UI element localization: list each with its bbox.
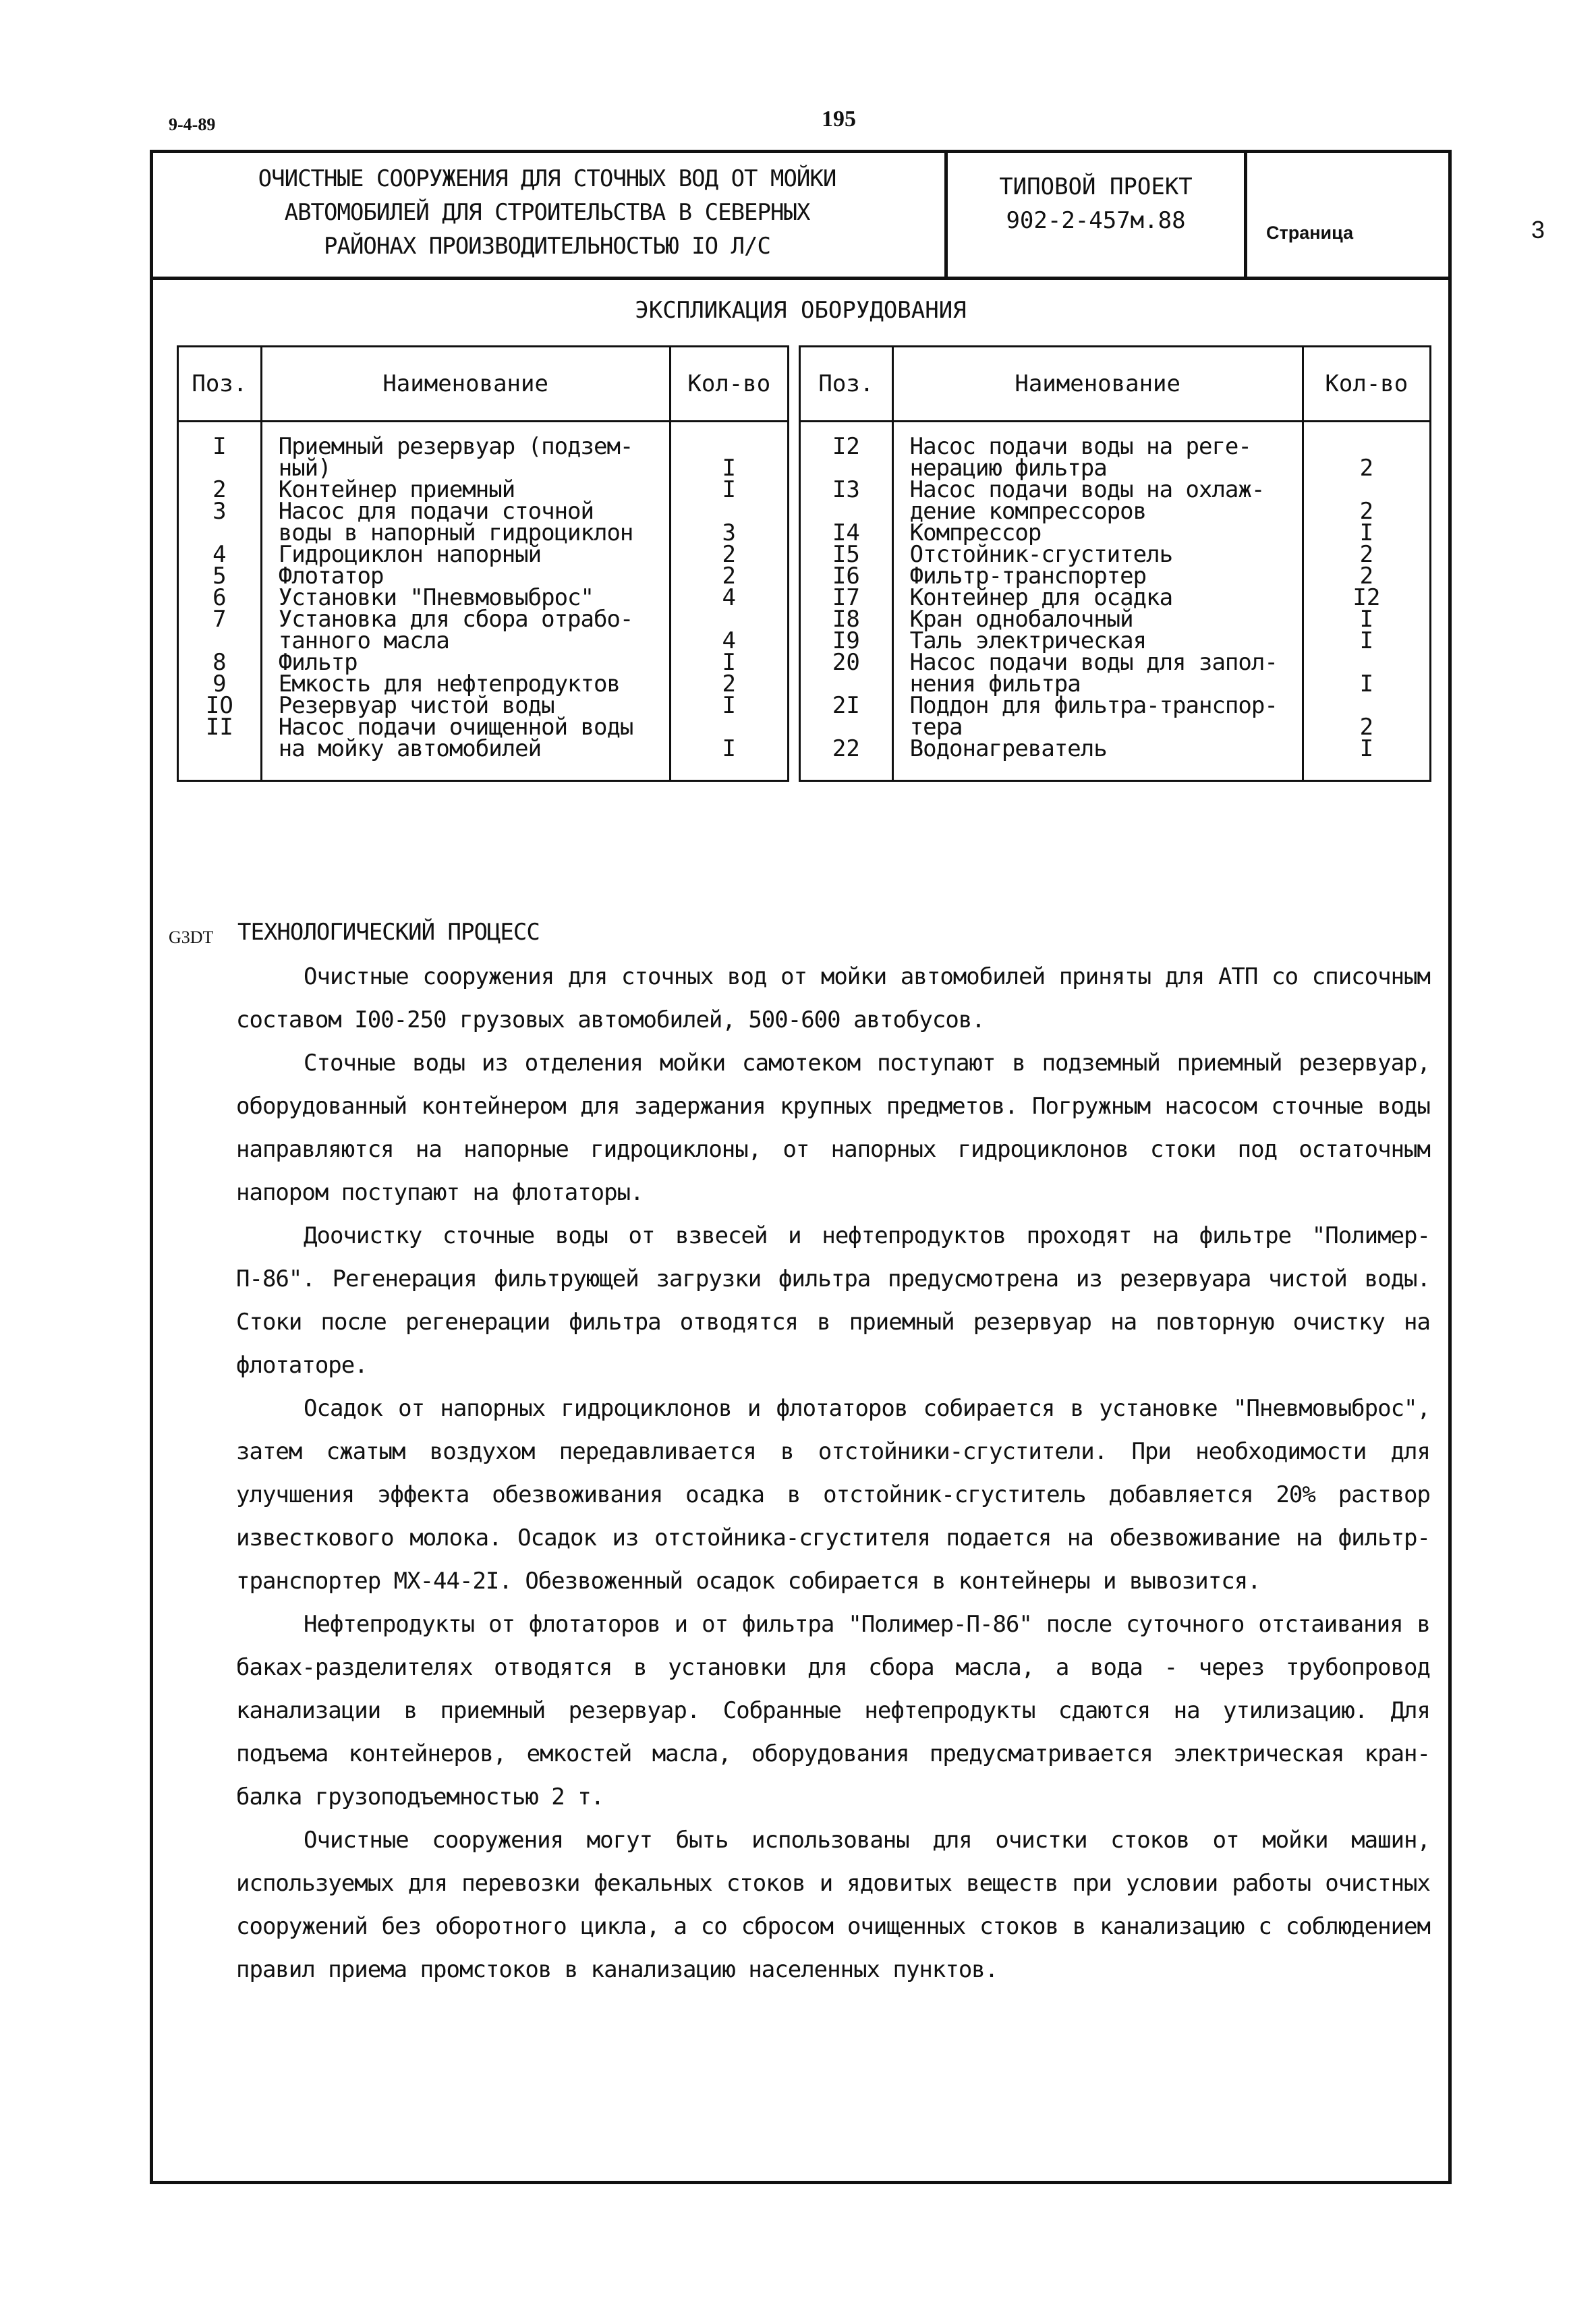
cell-name: [261, 608, 670, 652]
name-line: Отстойник-сгуститель: [909, 541, 1173, 568]
cell-qty: 2: [1303, 479, 1430, 522]
title-line: РАЙОНАХ ПРОИЗВОДИТЕЛЬНОСТЬЮ IO Л/С: [324, 233, 770, 260]
cell-pos: 5: [178, 565, 262, 587]
table-row: [800, 652, 1431, 695]
table-body: [178, 422, 789, 781]
paragraph: Очистные сооружения могут быть использованы для очистки стоков от мойки машин, используемых для перевозки фекальных стоков и ядовитых веществ при условии работы очистных сооружений без оборотного цикла, а со сбросом очищенных стоков в канализацию с соблюдением правил приема промстоков в канализацию населенных пунктов.: [236, 1827, 1430, 1983]
title-line: ОЧИСТНЫЕ СООРУЖЕНИЯ ДЛЯ СТОЧНЫХ ВОД ОТ МОЙКИ: [258, 165, 836, 192]
cell-qty: 2: [1303, 695, 1430, 738]
name-line: Фильтр: [278, 649, 358, 676]
header-pos: Поз.: [800, 347, 893, 422]
cell-pos: I2: [800, 422, 893, 480]
table-row: [800, 738, 1431, 781]
cell-qty: 2: [670, 544, 788, 565]
name-line: Приемный резервуар (подзем-: [278, 433, 633, 460]
project-line: ТИПОВОЙ ПРОЕКТ: [999, 173, 1193, 200]
table-header-row: [178, 347, 789, 422]
page-value: 3: [1531, 216, 1545, 244]
name-line: Кран однобалочный: [909, 606, 1133, 633]
table-row: [800, 479, 1431, 522]
table-row: [800, 422, 1431, 480]
page-number: 195: [822, 107, 856, 132]
cell-pos: I: [178, 422, 262, 480]
header-pos: Поз.: [178, 347, 262, 422]
cell-pos: 20: [800, 652, 893, 695]
cell-name: [892, 692, 1303, 741]
name-line: Насос подачи очищенной воды: [278, 714, 633, 741]
name-line: Фильтр-транспортер: [909, 563, 1147, 590]
table-row: [178, 422, 789, 480]
cell-qty: 4: [670, 608, 788, 652]
paragraph: Нефтепродукты от флотаторов и от фильтра "Полимер-П-86" после суточного отстаивания в баках-разделителях отводятся в установки для сбора масла, а вода - через трубопровод канализации в приемный резервуар. Собранные нефтепродукты сдаются на утилизацию. Для подъема контейнеров, емкостей масла, оборудования предусматривается электрическая кран-балка грузоподъемностью 2 т.: [236, 1611, 1430, 1810]
table-row: [178, 608, 789, 652]
name-line: Водонагреватель: [909, 735, 1107, 762]
table-row: [800, 695, 1431, 738]
cell-qty: 2: [1303, 422, 1430, 480]
name-line: Флотатор: [278, 563, 384, 590]
cell-qty: I: [670, 695, 788, 716]
cell-pos: 4: [178, 544, 262, 565]
cell-name: [892, 649, 1303, 697]
title-block-divider: [1244, 150, 1247, 277]
table-row: [178, 716, 789, 781]
cell-pos: 8: [178, 652, 262, 673]
header-qty: Кол-во: [670, 347, 788, 422]
cell-pos: 3: [178, 501, 262, 544]
table-row: [178, 544, 789, 565]
cell-name: [261, 422, 670, 480]
name-line: ный): [278, 455, 331, 482]
cell-name: [261, 498, 670, 546]
table-header-row: [800, 347, 1431, 422]
cell-qty: 2: [1303, 544, 1430, 565]
cell-qty: I: [670, 716, 788, 781]
name-line: Контейнер приемный: [278, 476, 515, 503]
name-line: Насос подачи воды на охлаж-: [909, 476, 1265, 503]
cell-pos: 7: [178, 608, 262, 652]
cell-pos: I5: [800, 544, 893, 565]
cell-qty: I: [1303, 608, 1430, 630]
cell-pos: I3: [800, 479, 893, 522]
name-line: Резервуар чистой воды: [278, 692, 554, 719]
project-line: 902-2-457м.88: [1006, 207, 1186, 234]
name-line: Насос для подачи сточной: [278, 498, 594, 525]
cell-qty: I: [1303, 738, 1430, 781]
cell-pos: 6: [178, 587, 262, 608]
cell-name: [892, 476, 1303, 525]
cell-name: [892, 735, 1303, 781]
cell-pos: I9: [800, 630, 893, 652]
cell-qty: 2: [670, 673, 788, 695]
section-title: ТЕХНОЛОГИЧЕСКИЙ ПРОЦЕСС: [237, 919, 540, 946]
cell-qty: 2: [670, 565, 788, 587]
name-line: воды в напорный гидроциклон: [278, 519, 633, 546]
name-line: нения фильтра: [909, 671, 1081, 697]
paragraph: Очистные сооружения для сточных вод от мойки автомобилей приняты для АТП со списочным составом I00-250 грузовых автомобилей, 500-600 автобусов.: [236, 963, 1430, 1033]
cell-pos: 2: [178, 479, 262, 501]
name-line: Компрессор: [909, 519, 1042, 546]
name-line: Поддон для фильтра-транспор-: [909, 692, 1278, 719]
cell-pos: II: [178, 716, 262, 781]
cell-pos: I4: [800, 522, 893, 544]
paragraph: Доочистку сточные воды от взвесей и нефтепродуктов проходят на фильтре "Полимер-П-86". Регенерация фильтрующей загрузки фильтра предусмотрена из резервуара чистой воды. Стоки после регенерации фильтра отводятся в приемный резервуар на повторную очистку на флотаторе.: [236, 1222, 1430, 1379]
header-qty: Кол-во: [1303, 347, 1430, 422]
name-line: нерацию фильтра: [909, 455, 1107, 482]
cell-qty: I: [1303, 652, 1430, 695]
cell-qty: I: [670, 479, 788, 501]
name-line: Емкость для нефтепродуктов: [278, 671, 620, 697]
cell-qty: I: [670, 422, 788, 480]
section-mark: G3DT: [169, 928, 214, 947]
name-line: Установки "Пневмовыброс": [278, 584, 594, 611]
section-body: [236, 955, 1430, 1991]
cell-pos: 2I: [800, 695, 893, 738]
table-body: [800, 422, 1431, 781]
paragraph: Сточные воды из отделения мойки самотеком поступают в подземный приемный резервуар, оборудованный контейнером для задержания крупных предметов. Погружным насосом сточные воды направляются на напорные гидроциклоны, от напорных гидроциклонов стоки под остаточным напором поступают на флотаторы.: [236, 1050, 1430, 1206]
name-line: Насос подачи воды на реге-: [909, 433, 1251, 460]
cell-qty: I: [1303, 522, 1430, 544]
equipment-table-right: [799, 345, 1431, 782]
name-line: Контейнер для осадка: [909, 584, 1173, 611]
cell-qty: 2: [1303, 565, 1430, 587]
cell-pos: 9: [178, 673, 262, 695]
equipment-table-title: ЭКСПЛИКАЦИЯ ОБОРУДОВАНИЯ: [635, 297, 967, 324]
cell-pos: I8: [800, 608, 893, 630]
header-name: Наименование: [261, 347, 670, 422]
name-line: танного масла: [278, 627, 449, 654]
name-line: дение компрессоров: [909, 498, 1147, 525]
cell-qty: 4: [670, 587, 788, 608]
paragraph: Осадок от напорных гидроциклонов и флотаторов собирается в установке "Пневмовыброс", затем сжатым воздухом передавливается в отстойники-сгустители. При необходимости для улучшения эффекта обезвоживания осадка в отстойник-сгуститель добавляется 20% раствор известкового молока. Осадок из отстойника-сгустителя подается на обезвоживание на фильтр-транспортер МХ-44-2I. Обезвоженный осадок собирается в контейнеры и вывозится.: [236, 1395, 1430, 1595]
cell-qty: 3: [670, 501, 788, 544]
title-block: [150, 150, 1545, 280]
cell-pos: 22: [800, 738, 893, 781]
name-line: Таль электрическая: [909, 627, 1147, 654]
cell-name: [892, 422, 1303, 480]
cell-qty: I: [1303, 630, 1430, 652]
header-name: Наименование: [892, 347, 1303, 422]
document-code: 9-4-89: [169, 115, 216, 134]
equipment-table-left: [177, 345, 789, 782]
table-row: [178, 501, 789, 544]
name-line: Насос подачи воды для запол-: [909, 649, 1278, 676]
cell-name: [261, 716, 670, 781]
document-title: [150, 162, 944, 263]
name-line: на мойку автомобилей: [278, 735, 542, 762]
cell-pos: I7: [800, 587, 893, 608]
name-line: Гидроциклон напорный: [278, 541, 542, 568]
name-line: Установка для сбора отрабо-: [278, 606, 633, 633]
cell-qty: I: [670, 652, 788, 673]
cell-pos: I6: [800, 565, 893, 587]
cell-pos: IO: [178, 695, 262, 716]
name-line: тера: [909, 714, 963, 741]
title-line: АВТОМОБИЛЕЙ ДЛЯ СТРОИТЕЛЬСТВА В СЕВЕРНЫХ: [284, 199, 810, 226]
project-number: [948, 170, 1244, 237]
page-label: Страница: [1266, 223, 1354, 243]
cell-qty: I2: [1303, 587, 1430, 608]
